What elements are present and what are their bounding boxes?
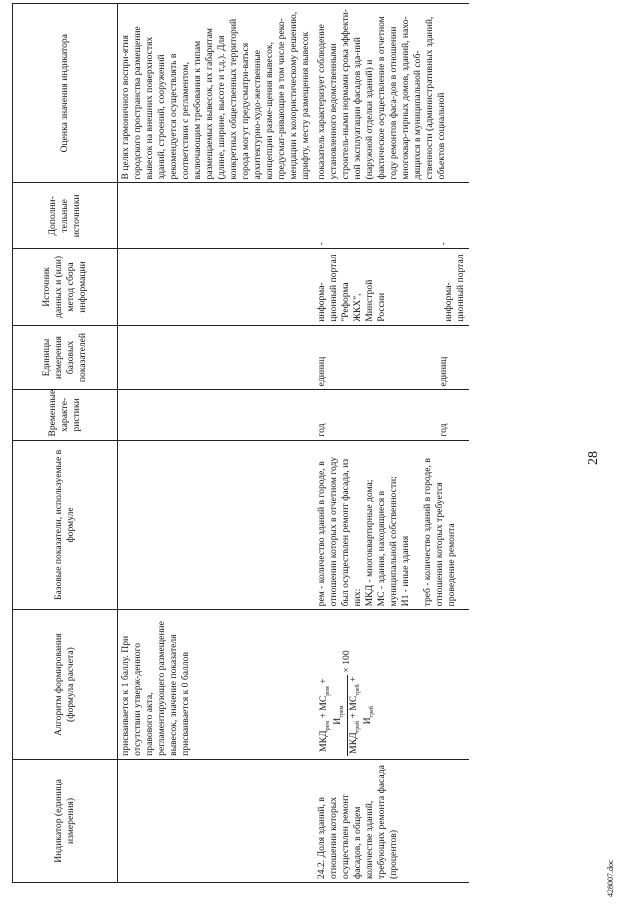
cell-base bbox=[118, 440, 314, 610]
indicator-table bbox=[12, 3, 469, 883]
page-number: 28 bbox=[586, 451, 601, 465]
header-algorithm: Алгоритм формирования (формула расчета) bbox=[13, 610, 118, 759]
base-line: треб - количество зданий в городе, в отношении которых требуется проведение ремонта bbox=[421, 458, 457, 607]
cell-indicator: 24.2. Доля зданий, в отношении которых осуществлен ремонт фасадов, в общем количестве зданий, требующих ремонта фасада (процентов) bbox=[314, 759, 469, 882]
table-row bbox=[314, 4, 469, 883]
header-base-indicators: Базовые показатели, используемые в формуле bbox=[13, 440, 118, 610]
header-time: Временные характе-ристики bbox=[13, 390, 118, 440]
header-extra-sources: Дополни-тельные источники bbox=[13, 183, 118, 249]
cell-time bbox=[118, 390, 314, 440]
fraction bbox=[318, 675, 377, 756]
header-assessment: Оценка значения индикатора bbox=[13, 4, 118, 183]
cell-units: единиц единиц bbox=[314, 325, 469, 390]
table-header-row bbox=[13, 4, 118, 883]
numerator: $МКД_{рем} + МС_{рем}$ + $И_{трем}$ bbox=[318, 675, 348, 756]
header-source: Источник данных и (или) метод сбора информации bbox=[13, 249, 118, 326]
cell-source: информа-ционный портал "Реформа ЖКХ", Минстрой России информа-ционный портал bbox=[314, 249, 469, 326]
document-code: 428007.doc bbox=[606, 859, 615, 897]
base-line: И1 - иные здания bbox=[399, 535, 411, 607]
cell-extra: - - bbox=[314, 183, 469, 249]
header-units: Единицы измерения базовых показателей bbox=[13, 325, 118, 390]
cell-source bbox=[118, 249, 314, 326]
cell-assessment: В целях гармоничного воспри-ятия городского пространства размещение вывесок на внешних поверхностях зданий, строений, сооружений рекомендуется осуществлять в соответствии с регламентом, включающим требования к типам размещаемых вывесок, их габаритам (длине, ширине, высоте и т.д.). Для конкретных общественных территорий города могут предусматри-ваться архитектурно-худо-жественные концепции разме-щения вывесок, предусмат-ривающие в том числе реко-мендации к колористическому решению, шрифту, месту размещения вывесок bbox=[118, 4, 314, 183]
multiplier: × 100 bbox=[341, 650, 353, 673]
base-line: МКД - многоквартирные дома; bbox=[363, 479, 375, 607]
cell-algorithm: присваивается к 1 баллу. При отсутствии утверж-денного правового акта, регламентирующего размещение вывесок, значение показателя присваивается к 0 баллов bbox=[118, 610, 314, 759]
formula bbox=[318, 613, 377, 755]
denominator: $МКД_{треб} + МС_{треб}$ + $И_{треб}$ bbox=[347, 676, 375, 754]
header-indicator: Индикатор (единица измерения) bbox=[13, 759, 118, 882]
cell-formula bbox=[314, 610, 469, 759]
base-line: рем - количество зданий в городе, в отношении которых в отчетном году был осуществлен ремонт фасада, из них: bbox=[315, 456, 363, 607]
cell-extra bbox=[118, 183, 314, 249]
cell-time: год год bbox=[314, 390, 469, 440]
cell-assessment: показатель характеризует соблюдение установленного ведомственными строитель-ными нормами срока эффекти-ной эксплуатации фасадов зда-ний (наружной отделки зданий) и фактическое осуществление в отчетном году ремонтов фаса-дов в отношении многоквар-тирных домов, зданий, нахо-дящихся в муниципальной соб-ственности (административных зданий, объектов социальной bbox=[314, 4, 469, 183]
table-row bbox=[118, 4, 314, 883]
cell-base bbox=[314, 440, 469, 610]
cell-indicator bbox=[118, 759, 314, 882]
base-line: МС - здания, находящиеся в муниципальной собственности; bbox=[375, 476, 399, 607]
cell-units bbox=[118, 325, 314, 390]
